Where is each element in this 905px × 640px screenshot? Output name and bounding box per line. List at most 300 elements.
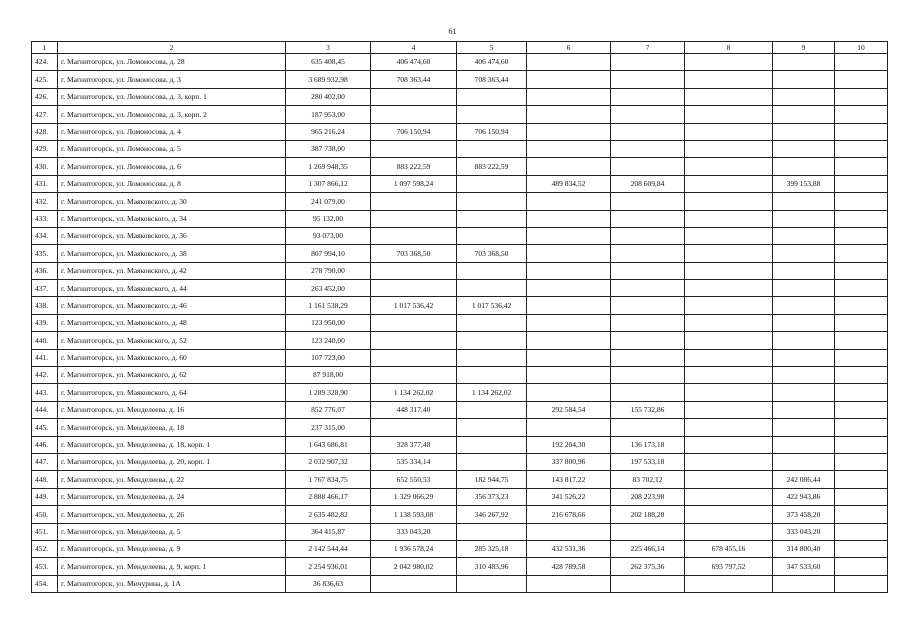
- value-cell: 202 188,28: [611, 506, 685, 523]
- table-row: [32, 71, 888, 88]
- table-row: [32, 106, 888, 123]
- value-cell: [371, 419, 457, 436]
- value-cell: [611, 210, 685, 227]
- value-cell: [773, 193, 835, 210]
- value-cell: [835, 349, 888, 366]
- address-cell: г. Магнитогорск, ул. Ломоносова, д. 6: [58, 158, 286, 175]
- value-cell: [773, 210, 835, 227]
- column-header: 3: [286, 42, 371, 54]
- value-cell: [685, 401, 773, 418]
- value-cell: [457, 140, 527, 157]
- address-cell: г. Магнитогорск, ул. Маяковского, д. 52: [58, 332, 286, 349]
- value-cell: 83 702,12: [611, 471, 685, 488]
- address-cell: г. Магнитогорск, ул. Менделеева, д. 18, корп. 1: [58, 436, 286, 453]
- value-cell: [371, 367, 457, 384]
- table-row: [32, 506, 888, 523]
- value-cell: 1 643 686,81: [286, 436, 371, 453]
- value-cell: [835, 193, 888, 210]
- value-cell: [835, 384, 888, 401]
- value-cell: 123 950,00: [286, 314, 371, 331]
- value-cell: [527, 210, 611, 227]
- value-cell: [685, 523, 773, 540]
- table-row: [32, 401, 888, 418]
- value-cell: 143 817,22: [527, 471, 611, 488]
- value-cell: [773, 140, 835, 157]
- value-cell: 314 800,40: [773, 540, 835, 557]
- value-cell: [773, 158, 835, 175]
- row-number-cell: 441.: [32, 349, 58, 366]
- value-cell: [685, 280, 773, 297]
- value-cell: [773, 71, 835, 88]
- value-cell: 36 836,63: [286, 575, 371, 592]
- value-cell: [527, 297, 611, 314]
- value-cell: [527, 245, 611, 262]
- table-row: [32, 280, 888, 297]
- value-cell: [457, 332, 527, 349]
- value-cell: [685, 436, 773, 453]
- value-cell: 1 289 328,90: [286, 384, 371, 401]
- row-number-cell: 434.: [32, 227, 58, 244]
- row-number-cell: 437.: [32, 280, 58, 297]
- value-cell: [835, 71, 888, 88]
- row-number-cell: 447.: [32, 453, 58, 470]
- row-number-cell: 443.: [32, 384, 58, 401]
- value-cell: [371, 575, 457, 592]
- value-cell: [685, 88, 773, 105]
- value-cell: [611, 349, 685, 366]
- value-cell: [457, 227, 527, 244]
- value-cell: [685, 332, 773, 349]
- value-cell: 2 042 980,02: [371, 558, 457, 575]
- address-cell: г. Магнитогорск, ул. Мичурина, д. 1А: [58, 575, 286, 592]
- row-number-cell: 431.: [32, 175, 58, 192]
- address-cell: г. Магнитогорск, ул. Менделеева, д. 18: [58, 419, 286, 436]
- value-cell: [611, 123, 685, 140]
- value-cell: [527, 227, 611, 244]
- row-number-cell: 448.: [32, 471, 58, 488]
- row-number-cell: 439.: [32, 314, 58, 331]
- data-table: [31, 41, 888, 593]
- table-row: [32, 540, 888, 557]
- value-cell: 1 767 834,75: [286, 471, 371, 488]
- value-cell: 387 738,00: [286, 140, 371, 157]
- value-cell: [685, 210, 773, 227]
- value-cell: 2 254 936,01: [286, 558, 371, 575]
- table-header-row: [32, 42, 888, 54]
- value-cell: 337 800,96: [527, 453, 611, 470]
- value-cell: [611, 71, 685, 88]
- value-cell: [457, 175, 527, 192]
- value-cell: 208 223,98: [611, 488, 685, 505]
- value-cell: [457, 523, 527, 540]
- value-cell: [685, 349, 773, 366]
- address-cell: г. Магнитогорск, ул. Маяковского, д. 30: [58, 193, 286, 210]
- address-cell: г. Магнитогорск, ул. Маяковского, д. 44: [58, 280, 286, 297]
- value-cell: [773, 280, 835, 297]
- value-cell: [685, 453, 773, 470]
- value-cell: 2 888 466,17: [286, 488, 371, 505]
- value-cell: [835, 123, 888, 140]
- value-cell: [685, 488, 773, 505]
- value-cell: 95 132,00: [286, 210, 371, 227]
- value-cell: 123 240,00: [286, 332, 371, 349]
- value-cell: 333 043,20: [773, 523, 835, 540]
- address-cell: г. Магнитогорск, ул. Маяковского, д. 62: [58, 367, 286, 384]
- value-cell: 703 368,50: [371, 245, 457, 262]
- value-cell: [611, 297, 685, 314]
- address-cell: г. Магнитогорск, ул. Маяковского, д. 60: [58, 349, 286, 366]
- value-cell: 535 334,14: [371, 453, 457, 470]
- value-cell: [835, 280, 888, 297]
- value-cell: [611, 419, 685, 436]
- table-row: [32, 488, 888, 505]
- value-cell: 852 776,07: [286, 401, 371, 418]
- value-cell: [611, 140, 685, 157]
- address-cell: г. Магнитогорск, ул. Ломоносова, д. 8: [58, 175, 286, 192]
- value-cell: [835, 158, 888, 175]
- value-cell: [773, 384, 835, 401]
- row-number-cell: 454.: [32, 575, 58, 592]
- value-cell: [773, 297, 835, 314]
- value-cell: [371, 349, 457, 366]
- value-cell: [457, 210, 527, 227]
- value-cell: [527, 140, 611, 157]
- value-cell: [835, 558, 888, 575]
- value-cell: 807 994,10: [286, 245, 371, 262]
- value-cell: [371, 210, 457, 227]
- value-cell: [685, 575, 773, 592]
- value-cell: [457, 367, 527, 384]
- value-cell: 136 173,18: [611, 436, 685, 453]
- value-cell: [527, 384, 611, 401]
- value-cell: [527, 367, 611, 384]
- value-cell: [457, 453, 527, 470]
- value-cell: [835, 88, 888, 105]
- value-cell: [773, 123, 835, 140]
- value-cell: 1 329 066,29: [371, 488, 457, 505]
- value-cell: [685, 506, 773, 523]
- table-row: [32, 88, 888, 105]
- address-cell: г. Магнитогорск, ул. Ломоносова, д. 3, корп. 1: [58, 88, 286, 105]
- address-cell: г. Магнитогорск, ул. Менделеева, д. 22: [58, 471, 286, 488]
- value-cell: [371, 280, 457, 297]
- value-cell: [773, 262, 835, 279]
- table-row: [32, 193, 888, 210]
- value-cell: [835, 401, 888, 418]
- value-cell: 706 150,94: [457, 123, 527, 140]
- row-number-cell: 426.: [32, 88, 58, 105]
- value-cell: [371, 262, 457, 279]
- address-cell: г. Магнитогорск, ул. Маяковского, д. 48: [58, 314, 286, 331]
- value-cell: [773, 54, 835, 71]
- value-cell: [611, 106, 685, 123]
- value-cell: 635 408,45: [286, 54, 371, 71]
- address-cell: г. Магнитогорск, ул. Ломоносова, д. 28: [58, 54, 286, 71]
- table-row: [32, 158, 888, 175]
- table-row: [32, 367, 888, 384]
- value-cell: [685, 193, 773, 210]
- address-cell: г. Магнитогорск, ул. Маяковского, д. 64: [58, 384, 286, 401]
- value-cell: [685, 314, 773, 331]
- value-cell: [457, 88, 527, 105]
- value-cell: 155 732,86: [611, 401, 685, 418]
- row-number-cell: 429.: [32, 140, 58, 157]
- value-cell: [611, 384, 685, 401]
- address-cell: г. Магнитогорск, ул. Менделеева, д. 20, корп. 1: [58, 453, 286, 470]
- value-cell: 1 138 593,08: [371, 506, 457, 523]
- value-cell: [527, 123, 611, 140]
- value-cell: [457, 280, 527, 297]
- value-cell: [685, 54, 773, 71]
- table-row: [32, 227, 888, 244]
- value-cell: 422 943,86: [773, 488, 835, 505]
- column-header: 10: [835, 42, 888, 54]
- value-cell: 883 222,59: [371, 158, 457, 175]
- value-cell: 399 153,88: [773, 175, 835, 192]
- value-cell: 1 017 536,42: [371, 297, 457, 314]
- value-cell: 93 073,00: [286, 227, 371, 244]
- value-cell: 328 377,48: [371, 436, 457, 453]
- value-cell: [527, 349, 611, 366]
- value-cell: [773, 349, 835, 366]
- value-cell: [527, 523, 611, 540]
- value-cell: 87 918,00: [286, 367, 371, 384]
- table-row: [32, 140, 888, 157]
- value-cell: 406 474,60: [371, 54, 457, 71]
- value-cell: 1 134 262,02: [371, 384, 457, 401]
- value-cell: 883 222,59: [457, 158, 527, 175]
- value-cell: [527, 158, 611, 175]
- value-cell: [835, 436, 888, 453]
- table-row: [32, 436, 888, 453]
- value-cell: [835, 453, 888, 470]
- value-cell: [773, 332, 835, 349]
- value-cell: [773, 436, 835, 453]
- value-cell: [835, 314, 888, 331]
- row-number-cell: 427.: [32, 106, 58, 123]
- value-cell: [773, 367, 835, 384]
- value-cell: [685, 419, 773, 436]
- value-cell: [371, 332, 457, 349]
- table-row: [32, 262, 888, 279]
- value-cell: [457, 436, 527, 453]
- table-row: [32, 54, 888, 71]
- value-cell: [685, 297, 773, 314]
- row-number-cell: 453.: [32, 558, 58, 575]
- row-number-cell: 433.: [32, 210, 58, 227]
- value-cell: [371, 314, 457, 331]
- value-cell: 2 032 907,32: [286, 453, 371, 470]
- value-cell: [457, 419, 527, 436]
- value-cell: [685, 262, 773, 279]
- value-cell: [527, 71, 611, 88]
- value-cell: [457, 106, 527, 123]
- table-row: [32, 297, 888, 314]
- value-cell: 1 269 948,35: [286, 158, 371, 175]
- row-number-cell: 452.: [32, 540, 58, 557]
- value-cell: [835, 262, 888, 279]
- value-cell: [527, 419, 611, 436]
- value-cell: [611, 523, 685, 540]
- value-cell: 197 533,18: [611, 453, 685, 470]
- value-cell: [835, 506, 888, 523]
- value-cell: [527, 262, 611, 279]
- row-number-cell: 444.: [32, 401, 58, 418]
- value-cell: [371, 140, 457, 157]
- value-cell: 1 097 598,24: [371, 175, 457, 192]
- value-cell: 448 317,40: [371, 401, 457, 418]
- table-row: [32, 210, 888, 227]
- value-cell: [835, 54, 888, 71]
- value-cell: [835, 367, 888, 384]
- value-cell: [773, 88, 835, 105]
- value-cell: 346 267,92: [457, 506, 527, 523]
- value-cell: [685, 471, 773, 488]
- table-row: [32, 175, 888, 192]
- value-cell: [835, 245, 888, 262]
- address-cell: г. Магнитогорск, ул. Маяковского, д. 42: [58, 262, 286, 279]
- value-cell: [527, 106, 611, 123]
- row-number-cell: 432.: [32, 193, 58, 210]
- row-number-cell: 425.: [32, 71, 58, 88]
- row-number-cell: 428.: [32, 123, 58, 140]
- value-cell: [527, 575, 611, 592]
- value-cell: 187 953,00: [286, 106, 371, 123]
- value-cell: 237 315,00: [286, 419, 371, 436]
- value-cell: [457, 262, 527, 279]
- value-cell: [685, 140, 773, 157]
- value-cell: [371, 106, 457, 123]
- value-cell: [835, 175, 888, 192]
- value-cell: [611, 54, 685, 71]
- value-cell: 406 474,60: [457, 54, 527, 71]
- value-cell: 489 834,52: [527, 175, 611, 192]
- value-cell: 278 790,00: [286, 262, 371, 279]
- value-cell: 1 134 262,02: [457, 384, 527, 401]
- value-cell: [611, 227, 685, 244]
- value-cell: [611, 158, 685, 175]
- value-cell: [527, 332, 611, 349]
- value-cell: [835, 332, 888, 349]
- value-cell: [773, 314, 835, 331]
- value-cell: 356 373,23: [457, 488, 527, 505]
- address-cell: г. Магнитогорск, ул. Маяковского, д. 46: [58, 297, 286, 314]
- value-cell: 192 204,30: [527, 436, 611, 453]
- value-cell: [457, 401, 527, 418]
- row-number-cell: 446.: [32, 436, 58, 453]
- value-cell: 703 368,50: [457, 245, 527, 262]
- value-cell: [835, 471, 888, 488]
- column-header: 8: [685, 42, 773, 54]
- value-cell: 364 415,87: [286, 523, 371, 540]
- address-cell: г. Магнитогорск, ул. Менделеева, д. 9, корп. 1: [58, 558, 286, 575]
- value-cell: [773, 227, 835, 244]
- row-number-cell: 445.: [32, 419, 58, 436]
- value-cell: [611, 367, 685, 384]
- table-row: [32, 314, 888, 331]
- address-cell: г. Магнитогорск, ул. Менделеева, д. 24: [58, 488, 286, 505]
- value-cell: [611, 88, 685, 105]
- value-cell: [773, 419, 835, 436]
- value-cell: [611, 245, 685, 262]
- value-cell: 965 216,24: [286, 123, 371, 140]
- value-cell: [835, 140, 888, 157]
- value-cell: [611, 193, 685, 210]
- value-cell: 708 363,44: [457, 71, 527, 88]
- value-cell: [611, 314, 685, 331]
- value-cell: [685, 384, 773, 401]
- value-cell: [835, 297, 888, 314]
- table-row: [32, 471, 888, 488]
- value-cell: [611, 280, 685, 297]
- value-cell: 347 533,60: [773, 558, 835, 575]
- table-row: [32, 575, 888, 592]
- address-cell: г. Магнитогорск, ул. Маяковского, д. 36: [58, 227, 286, 244]
- address-cell: г. Магнитогорск, ул. Маяковского, д. 34: [58, 210, 286, 227]
- value-cell: [457, 314, 527, 331]
- value-cell: [685, 123, 773, 140]
- page-number: 61: [448, 27, 457, 36]
- row-number-cell: 442.: [32, 367, 58, 384]
- value-cell: [685, 227, 773, 244]
- value-cell: [611, 575, 685, 592]
- value-cell: [835, 419, 888, 436]
- value-cell: [773, 453, 835, 470]
- value-cell: [685, 106, 773, 123]
- row-number-cell: 449.: [32, 488, 58, 505]
- table-row: [32, 384, 888, 401]
- row-number-cell: 436.: [32, 262, 58, 279]
- value-cell: 1 017 536,42: [457, 297, 527, 314]
- value-cell: [685, 245, 773, 262]
- value-cell: 1 161 538,29: [286, 297, 371, 314]
- value-cell: 706 150,94: [371, 123, 457, 140]
- column-header: 5: [457, 42, 527, 54]
- table-row: [32, 453, 888, 470]
- value-cell: 652 550,53: [371, 471, 457, 488]
- value-cell: [835, 210, 888, 227]
- table-row: [32, 523, 888, 540]
- value-cell: 432 531,36: [527, 540, 611, 557]
- value-cell: 678 455,16: [685, 540, 773, 557]
- value-cell: 1 307 866,12: [286, 175, 371, 192]
- value-cell: [457, 349, 527, 366]
- value-cell: 341 526,22: [527, 488, 611, 505]
- table-row: [32, 332, 888, 349]
- address-cell: г. Магнитогорск, ул. Менделеева, д. 26: [58, 506, 286, 523]
- value-cell: [835, 488, 888, 505]
- value-cell: [527, 314, 611, 331]
- value-cell: 1 936 578,24: [371, 540, 457, 557]
- value-cell: [685, 175, 773, 192]
- row-number-cell: 438.: [32, 297, 58, 314]
- column-header: 9: [773, 42, 835, 54]
- value-cell: [835, 227, 888, 244]
- value-cell: [611, 332, 685, 349]
- value-cell: [835, 540, 888, 557]
- value-cell: [835, 523, 888, 540]
- value-cell: 285 325,18: [457, 540, 527, 557]
- column-header: 7: [611, 42, 685, 54]
- value-cell: 373 458,20: [773, 506, 835, 523]
- value-cell: [457, 193, 527, 210]
- value-cell: [835, 575, 888, 592]
- row-number-cell: 435.: [32, 245, 58, 262]
- value-cell: [527, 193, 611, 210]
- value-cell: 693 797,52: [685, 558, 773, 575]
- value-cell: 107 723,00: [286, 349, 371, 366]
- address-cell: г. Магнитогорск, ул. Менделеева, д. 16: [58, 401, 286, 418]
